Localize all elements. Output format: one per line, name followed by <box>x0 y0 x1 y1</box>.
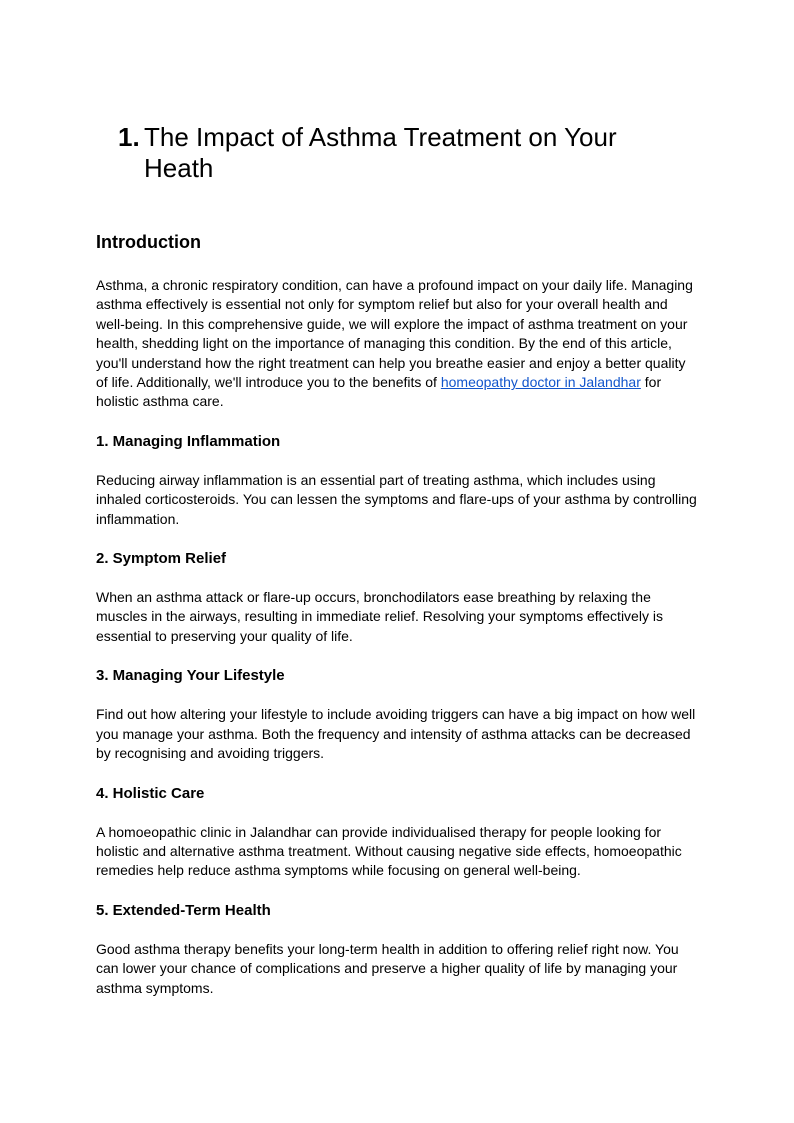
title-number: 1. <box>118 122 140 152</box>
title-text: The Impact of Asthma Treatment on Your Heath <box>144 122 617 183</box>
section-body-managing-inflammation: Reducing airway inflammation is an essential part of treating asthma, which includes using inhaled corticosteroids. You can lessen the symptoms and flare-ups of your asthma by controlling inflammation. <box>96 471 697 527</box>
document-title <box>118 122 678 184</box>
section-body-holistic-care: A homoeopathic clinic in Jalandhar can provide individualised therapy for people looking for holistic and alternative asthma treatment. Without causing negative side effects, homoeopathic remedies help reduce asthma symptoms while focusing on general well-being. <box>96 823 682 879</box>
section-heading-symptom-relief: 2. Symptom Relief <box>96 550 227 568</box>
document-body <box>96 230 700 1018</box>
section-heading-holistic-care: 4. Holistic Care <box>96 784 205 802</box>
section-heading-managing-inflammation: 1. Managing Inflammation <box>96 432 281 450</box>
section-heading-extended-term-health: 5. Extended-Term Health <box>96 901 271 919</box>
homeopathy-doctor-link[interactable]: homeopathy doctor in Jalandhar <box>440 374 641 391</box>
intro-text: Asthma, a chronic respiratory condition, can have a profound impact on your daily life. Managing asthma effectively is essential not only for symptom relief but also for your overall health and well-being. In this comprehensive guide, we will explore the impact of asthma treatment on your health, shedding light on the importance of managing this condition. By the end of this article, you'll understand how the right treatment can help you breathe easier and enjoy a better quality of life. Additionally, we'll introduce you to the benefits of <box>96 277 693 391</box>
section-body-symptom-relief: When an asthma attack or flare-up occurs, bronchodilators ease breathing by relaxing the muscles in the airways, resulting in immediate relief. Resolving your symptoms effectively is essential to preserving your quality of life. <box>96 589 663 644</box>
section-body-extended-term-health: Good asthma therapy benefits your long-term health in addition to offering relief right now. You can lower your chance of complications and preserve a higher quality of life by managing your asthma symptoms. <box>96 940 679 996</box>
intro-paragraph <box>96 276 700 412</box>
section-heading-managing-lifestyle: 3. Managing Your Lifestyle <box>96 667 285 685</box>
intro-heading: Introduction <box>96 232 201 252</box>
section-body-managing-lifestyle: Find out how altering your lifestyle to include avoiding triggers can have a big impact on how well you manage your asthma. Both the frequency and intensity of asthma attacks can be decreased by recognising and avoiding triggers. <box>96 706 696 762</box>
intro-text-end: for holistic asthma care. <box>96 374 662 410</box>
